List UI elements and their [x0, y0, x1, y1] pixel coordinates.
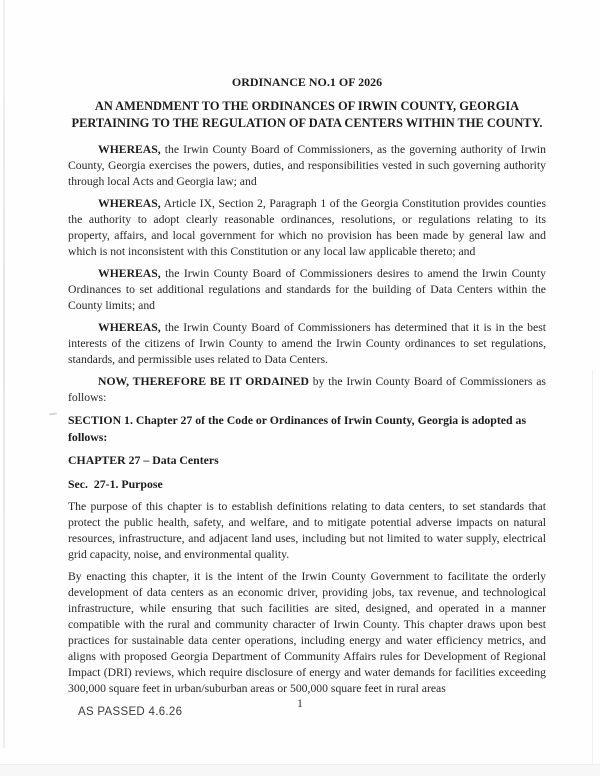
whereas-lead-4: WHEREAS, — [98, 321, 161, 334]
whereas-lead-3: WHEREAS, — [98, 267, 161, 280]
whereas-text-1: the Irwin County Board of Commissioners, as the governing authority of Irwin County, Georgia exercises the powers, duties, and responsibilities vested in such governing authority through local Acts and Georgia law; and — [68, 143, 546, 188]
ordinance-subtitle-line-1: AN AMENDMENT TO THE ORDINANCES OF IRWIN COUNTY, GEORGIA — [94, 99, 520, 113]
whereas-text-3: the Irwin County Board of Commissioners desires to amend the Irwin County Ordinances to set additional regulations and standards for the building of Data Centers within the County limits; and — [68, 267, 546, 312]
whereas-text-4: the Irwin County Board of Commissioners has determined that it is in the best interests of the citizens of Irwin County to amend the Irwin County ordinances to set regulations, standards, and permissible uses related to Data Centers. — [68, 321, 546, 366]
purpose-paragraph-1: The purpose of this chapter is to establish definitions relating to data centers, to set standards that protect the public health, safety, and welfare, and to mitigate potential adverse impacts on natural resources, infrastructure, and adjacent land uses, including but not limited to water supply, electrical grid capacity, noise, and environmental quality. — [68, 500, 546, 561]
whereas-clause-2 — [68, 196, 546, 260]
chapter-27-heading: CHAPTER 27 – Data Centers — [68, 453, 219, 467]
document-body — [68, 74, 546, 703]
whereas-lead-2: WHEREAS, — [98, 197, 161, 210]
purpose-paragraph-2: By enacting this chapter, it is the intent of the Irwin County Government to facilitate the orderly development of data centers as an economic driver, providing jobs, tax revenue, and technological infrastructure, while ensuring that such facilities are sited, designed, and operated in a manner compatible with the rural and community character of Irwin County. This chapter draws upon best practices for sustainable data center operations, including energy and water efficiency metrics, and aligns with proposed Georgia Department of Community Affairs rules for Development of Regional Impact (DRI) reviews, which require disclosure of energy and water demands for facilities exceeding 300,000 square feet in urban/suburban areas or 500,000 square feet in rural areas — [68, 570, 546, 695]
enactment-lead: NOW, THEREFORE BE IT ORDAINED — [98, 375, 309, 388]
whereas-clause-4 — [68, 320, 546, 368]
whereas-lead-1: WHEREAS, — [98, 143, 161, 156]
scan-left-edge-artifact — [3, 0, 5, 748]
section-1-heading: SECTION 1. Chapter 27 of the Code or Ordinances of Irwin County, Georgia is adopted as follows: — [68, 413, 527, 444]
as-passed-stamp: AS PASSED 4.6.26 — [78, 706, 183, 718]
ordinance-title: ORDINANCE NO.1 OF 2026 — [231, 75, 383, 89]
whereas-text-2: Article IX, Section 2, Paragraph 1 of the Georgia Constitution provides counties the authority to adopt clearly reasonable ordinances, resolutions, or regulations relating to its property, affairs, and local government for which no provision has been made by general law and which is not inconsistent with this Constitution or any local law applicable thereto; and — [68, 197, 546, 258]
sec-27-1-heading: Sec. 27-1. Purpose — [68, 476, 163, 491]
scan-stray-mark — [49, 412, 57, 415]
whereas-clause-1 — [68, 142, 546, 190]
whereas-clause-3 — [68, 266, 546, 314]
scan-bottom-edge-artifact — [0, 764, 600, 776]
ordinance-subtitle — [68, 98, 546, 132]
page-number: 1 — [297, 698, 303, 710]
enactment-text: by the Irwin County Board of Commissioners as follows: — [68, 375, 546, 404]
ordinance-subtitle-line-2: PERTAINING TO THE REGULATION OF DATA CENTERS WITHIN THE COUNTY. — [71, 116, 543, 130]
enactment-clause — [68, 374, 546, 406]
